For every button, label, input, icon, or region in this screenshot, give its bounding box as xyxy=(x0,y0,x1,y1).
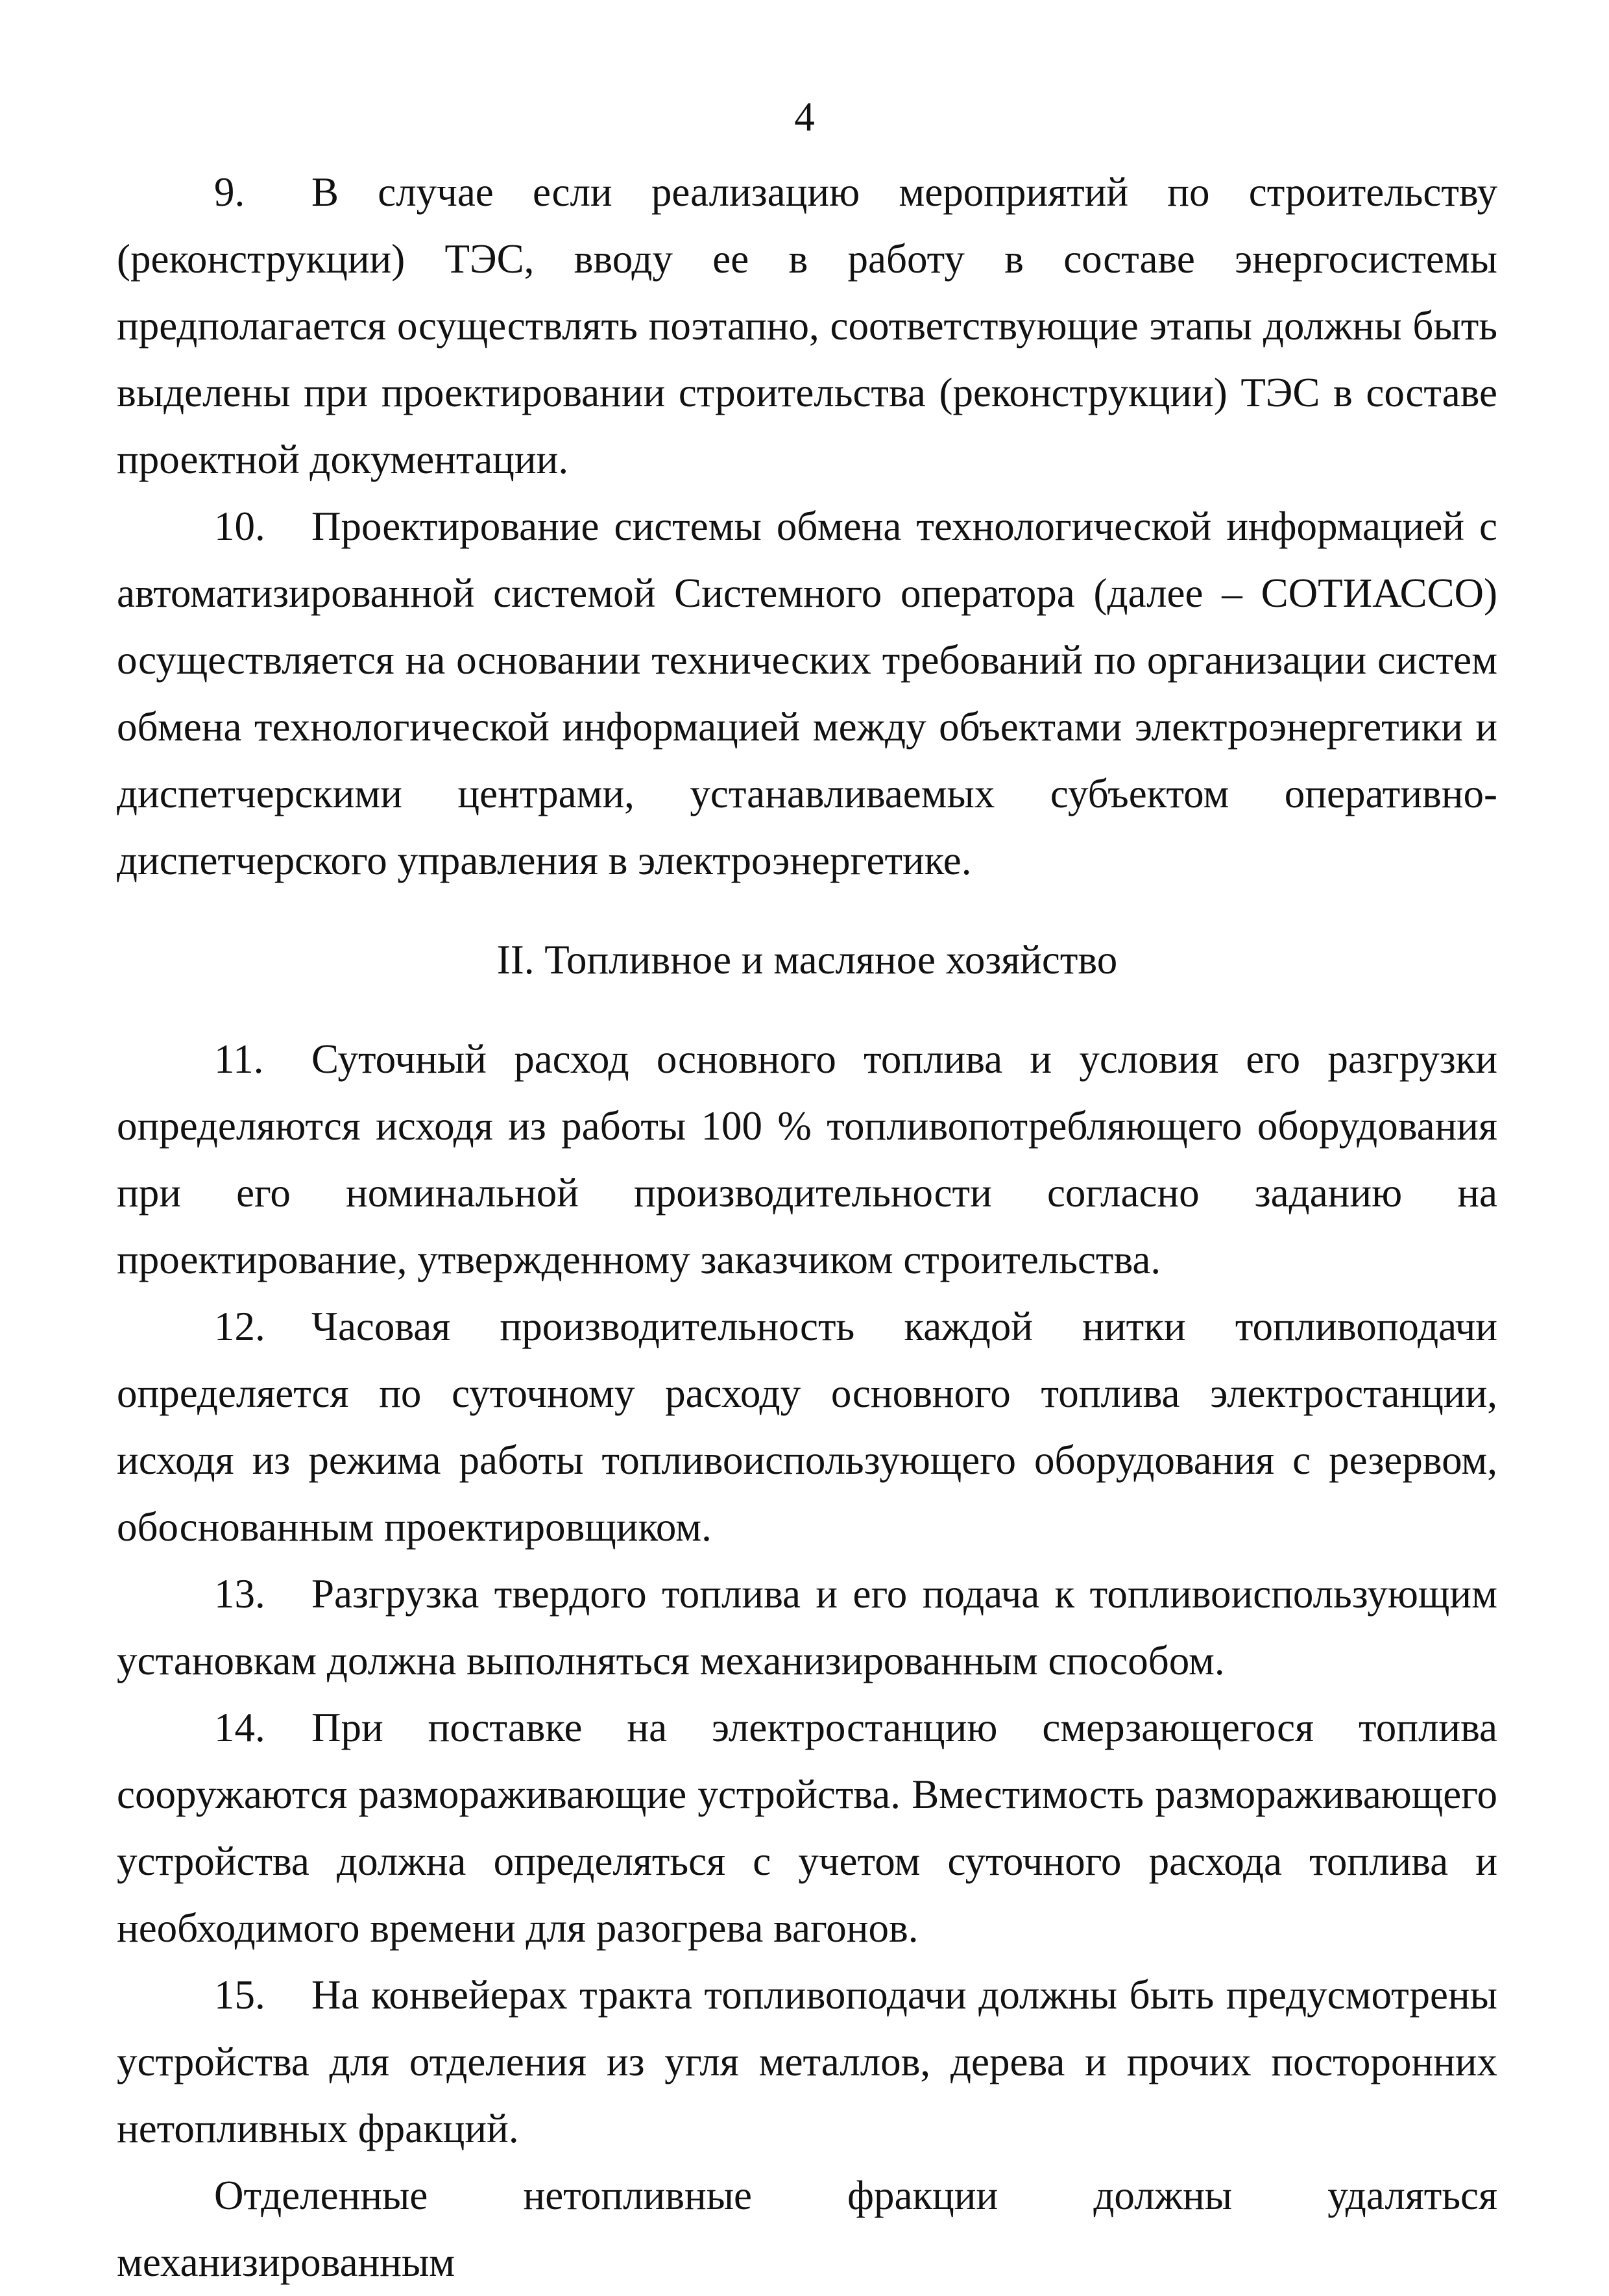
page-number: 4 xyxy=(794,94,815,140)
paragraph-text: Часовая производительность каждой нитки топливоподачи определяется по суточному расходу основного топлива электростанции, исходя из режима работы топливоиспользующего оборудования с резервом, обоснованным проектировщиком. xyxy=(117,1304,1497,1550)
paragraph-text: Проектирование системы обмена технологической информацией с автоматизированной системой Системного оператора (далее – СОТИАССО) осуществляется на основании технических требований по организации систем обмена технологической информацией между объектами электроэнергетики и диспетчерскими центрами, устанавливаемых субъектом оперативно-диспетчерского управления в электроэнергетике. xyxy=(117,504,1497,883)
paragraph-number: 11. xyxy=(214,1036,264,1082)
paragraph-12 xyxy=(117,1293,1497,1561)
paragraph-number: 9. xyxy=(214,169,245,215)
paragraph-text: В случае если реализацию мероприятий по строительству (реконструкции) ТЭС, вводу ее в работу в составе энергосистемы предполагается осуществлять поэтапно, соответствующие этапы должны быть выделены при проектировании строительства (реконструкции) ТЭС в составе проектной документации. xyxy=(117,169,1497,482)
paragraph-text: Разгрузка твердого топлива и его подача к топливоиспользующим установкам должна выполняться механизированным способом. xyxy=(117,1571,1497,1683)
paragraph-11 xyxy=(117,1026,1497,1293)
paragraph-number: 12. xyxy=(214,1304,265,1349)
paragraph-15 xyxy=(117,1962,1497,2162)
paragraph-10 xyxy=(117,493,1497,894)
paragraph-13 xyxy=(117,1561,1497,1694)
paragraph-text: При поставке на электростанцию смерзающегося топлива сооружаются размораживающие устройства. Вместимость размораживающего устройства должна определяться с учетом суточного расхода топлива и необходимого времени для разогрева вагонов. xyxy=(117,1705,1497,1951)
paragraph-continuation: Отделенные нетопливные фракции должны удаляться механизированным xyxy=(117,2173,1497,2285)
paragraph-number: 13. xyxy=(214,1571,265,1617)
paragraph-9 xyxy=(117,159,1497,493)
paragraph-text: На конвейерах тракта топливоподачи должны быть предусмотрены устройства для отделения из угля металлов, дерева и прочих посторонних нетопливных фракций. xyxy=(117,1972,1497,2151)
section-heading: II. Топливное и масляное хозяйство xyxy=(496,937,1118,983)
paragraph-number: 14. xyxy=(214,1705,265,1750)
document-body xyxy=(117,159,1497,2296)
paragraph-number: 10. xyxy=(214,504,265,549)
paragraph-text: Суточный расход основного топлива и условия его разгрузки определяются исходя из работы 100 % топливопотребляющего оборудования при его номинальной производительности согласно заданию на проектирование, утвержденному заказчиком строительства. xyxy=(117,1036,1497,1282)
paragraph-number: 15. xyxy=(214,1972,265,2018)
paragraph-14 xyxy=(117,1694,1497,1962)
